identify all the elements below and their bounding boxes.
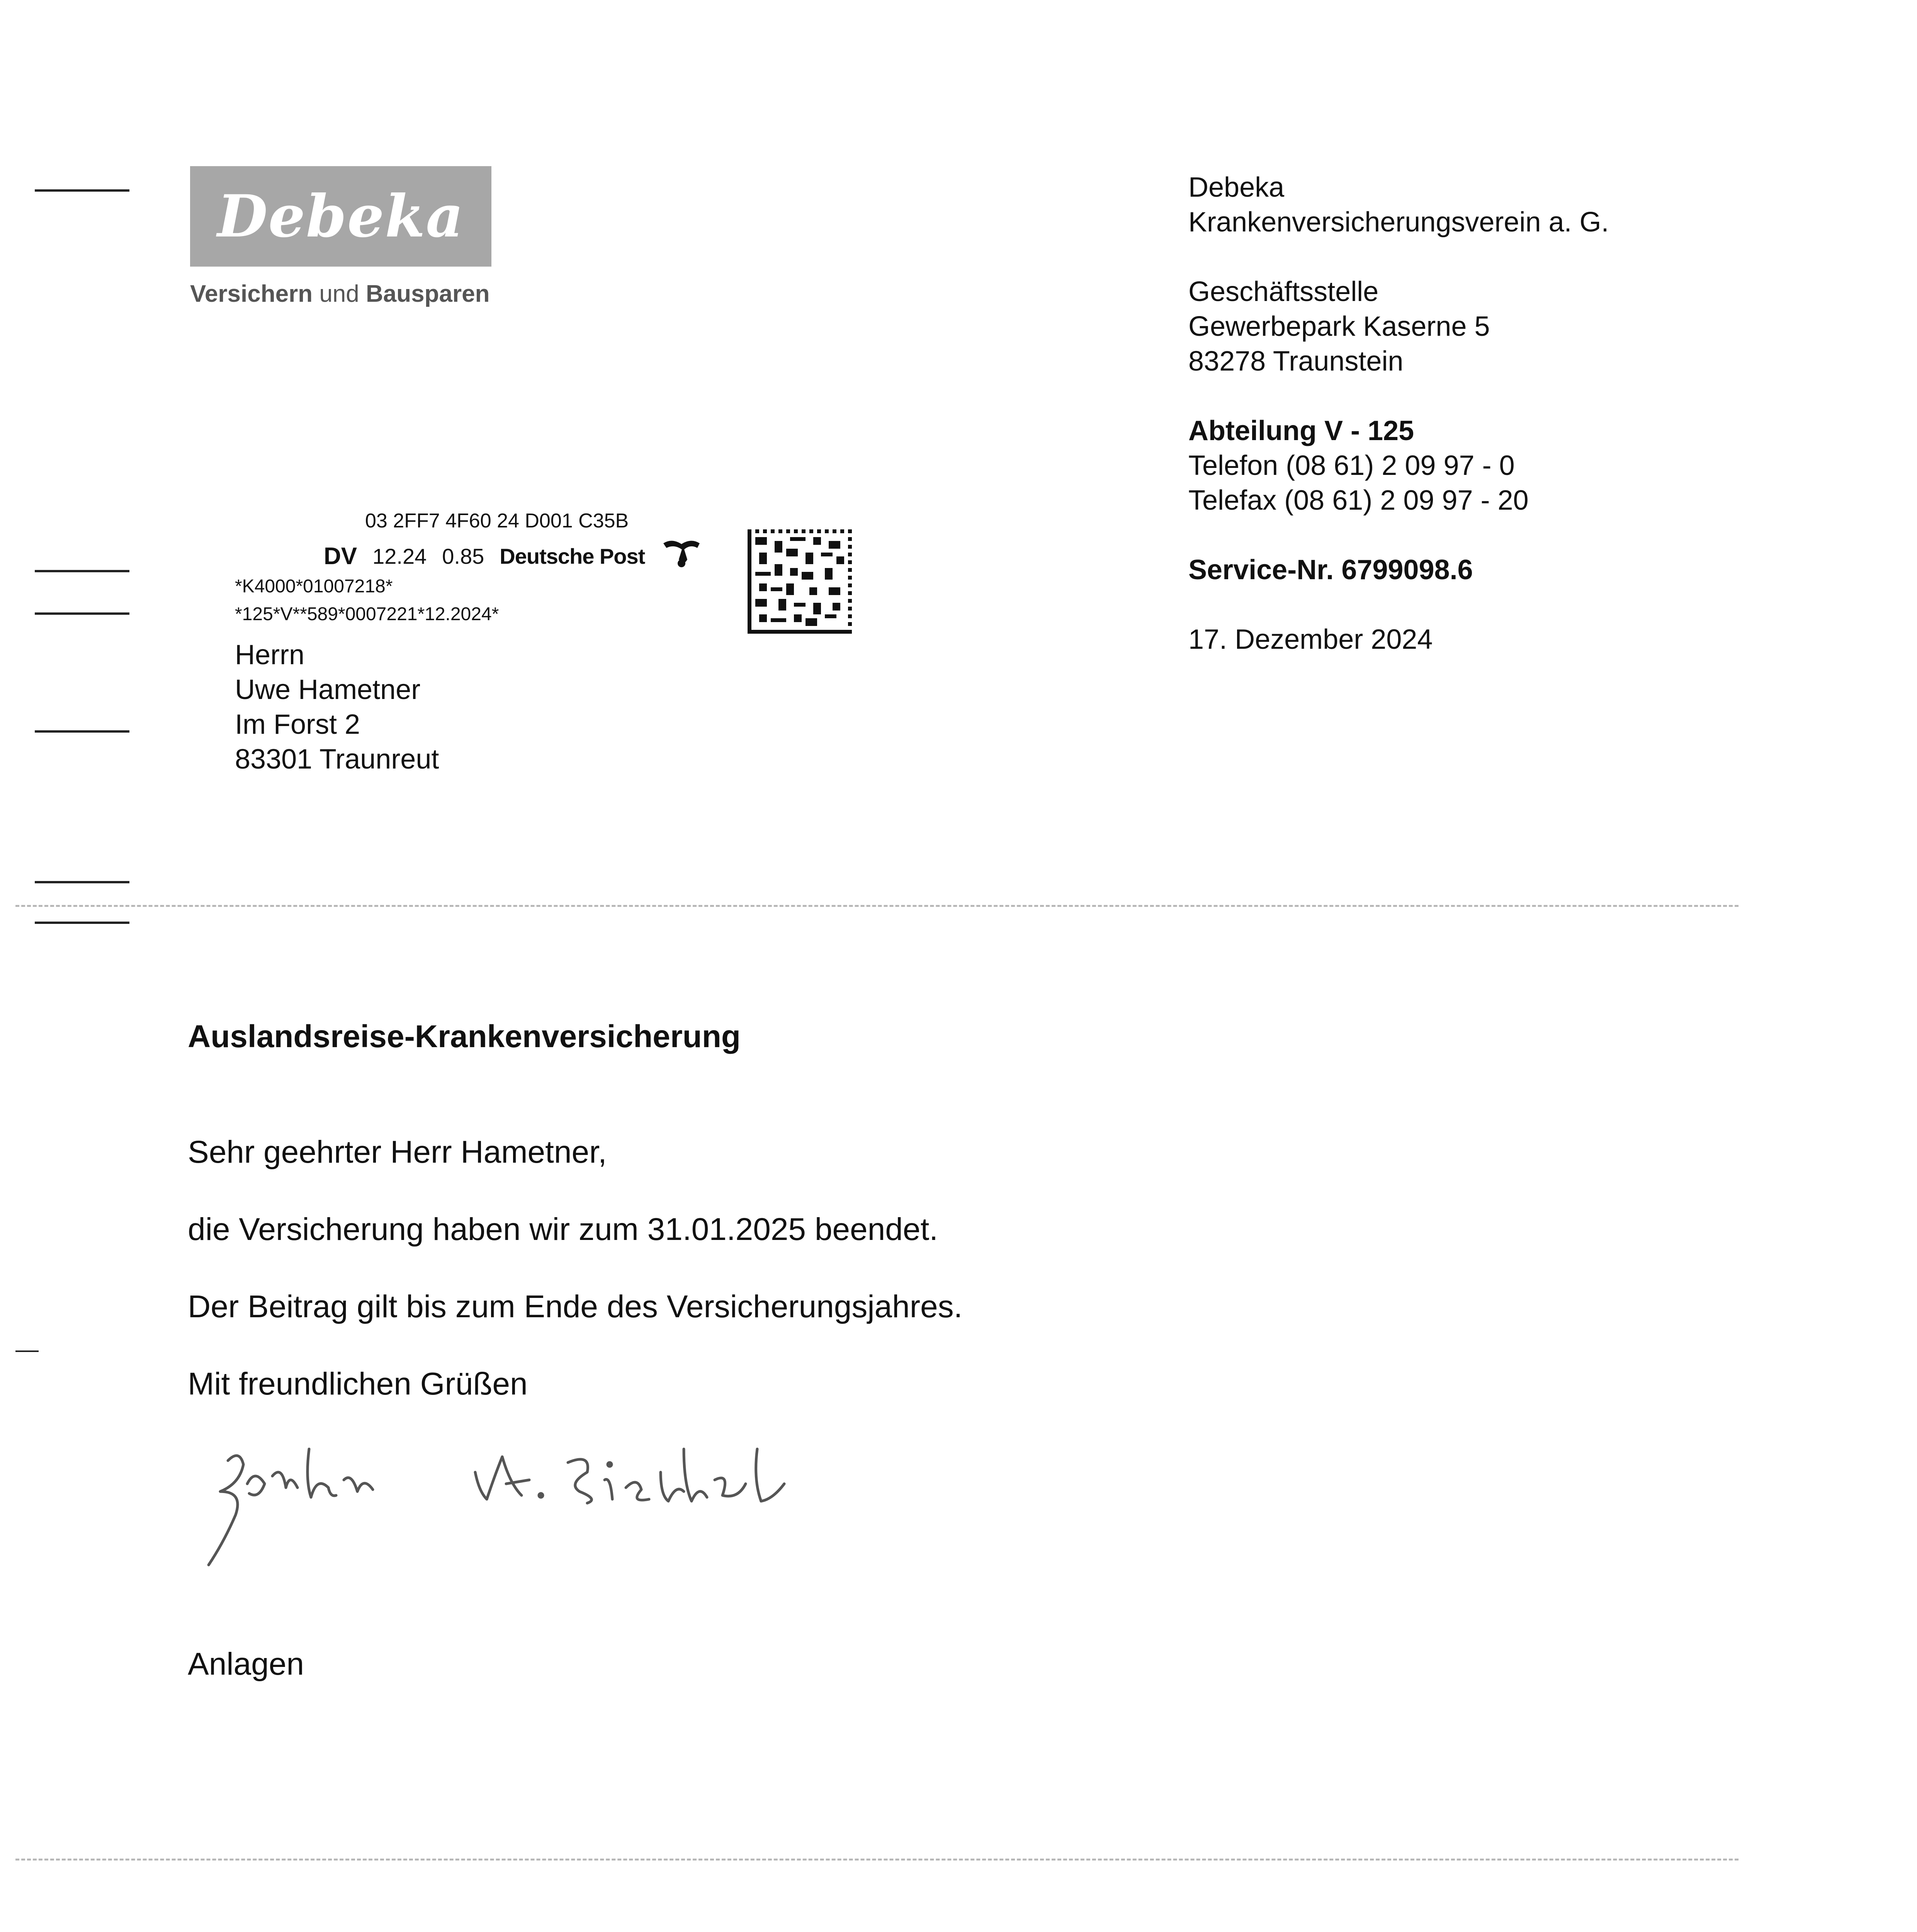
franking-dv-label: DV xyxy=(324,543,357,570)
sender-info xyxy=(1188,170,1609,657)
fold-mark xyxy=(35,922,129,924)
letter-paragraph: Der Beitrag gilt bis zum Ende des Versicherungsjahres. xyxy=(188,1289,963,1324)
separator-rule xyxy=(15,905,1739,907)
recipient-name: Uwe Hametner xyxy=(235,674,421,705)
separator-rule xyxy=(15,1859,1739,1861)
sender-service-number: Service-Nr. 6799098.6 xyxy=(1188,554,1473,585)
sender-company: Krankenversicherungsverein a. G. xyxy=(1188,207,1609,238)
letter-closing: Mit freundlichen Grüßen xyxy=(188,1366,528,1401)
signature-image xyxy=(182,1426,896,1590)
sender-department: Abteilung V - 125 xyxy=(1188,415,1414,446)
logo-wordmark: Debeka xyxy=(217,182,464,250)
letter-paragraph: die Versicherung haben wir zum 31.01.2025 beendet. xyxy=(188,1212,938,1247)
posthorn-icon xyxy=(660,536,703,576)
recipient-street: Im Forst 2 xyxy=(235,709,360,740)
franking-carrier: Deutsche Post xyxy=(500,544,645,568)
recipient-ref-line: *K4000*01007218* xyxy=(235,576,393,597)
datamatrix-icon xyxy=(748,529,852,634)
recipient-salutation: Herrn xyxy=(235,639,305,670)
tagline-part: Versichern xyxy=(190,281,313,307)
recipient-ref-line: *125*V**589*0007221*12.2024* xyxy=(235,604,499,624)
tagline-part: Bausparen xyxy=(366,281,490,307)
company-logo xyxy=(190,166,491,267)
franking-date: 12.24 xyxy=(372,544,427,568)
letter-date: 17. Dezember 2024 xyxy=(1188,624,1433,655)
sender-street: Gewerbepark Kaserne 5 xyxy=(1188,311,1490,342)
sender-company: Debeka xyxy=(1188,172,1285,203)
fold-mark xyxy=(35,612,129,615)
logo-tagline xyxy=(190,280,489,308)
sender-office: Geschäftsstelle xyxy=(1188,276,1379,307)
franking-amount: 0.85 xyxy=(442,544,484,568)
fold-mark xyxy=(35,189,129,192)
letter-subject: Auslandsreise-Krankenversicherung xyxy=(188,1019,741,1054)
sender-phone: Telefon (08 61) 2 09 97 - 0 xyxy=(1188,450,1515,481)
sender-city: 83278 Traunstein xyxy=(1188,346,1404,377)
recipient-city: 83301 Traunreut xyxy=(235,744,439,775)
fold-mark xyxy=(35,730,129,733)
fold-mark xyxy=(35,881,129,883)
recipient-address xyxy=(235,638,439,777)
franking-line xyxy=(324,536,703,576)
sender-fax: Telefax (08 61) 2 09 97 - 20 xyxy=(1188,485,1529,516)
fold-mark xyxy=(15,1350,39,1352)
franking-code: 03 2FF7 4F60 24 D001 C35B xyxy=(365,510,629,532)
fold-mark xyxy=(35,570,129,572)
tagline-part: und xyxy=(319,281,359,307)
letter-greeting: Sehr geehrter Herr Hametner, xyxy=(188,1134,607,1170)
letter-enclosures: Anlagen xyxy=(188,1646,304,1682)
